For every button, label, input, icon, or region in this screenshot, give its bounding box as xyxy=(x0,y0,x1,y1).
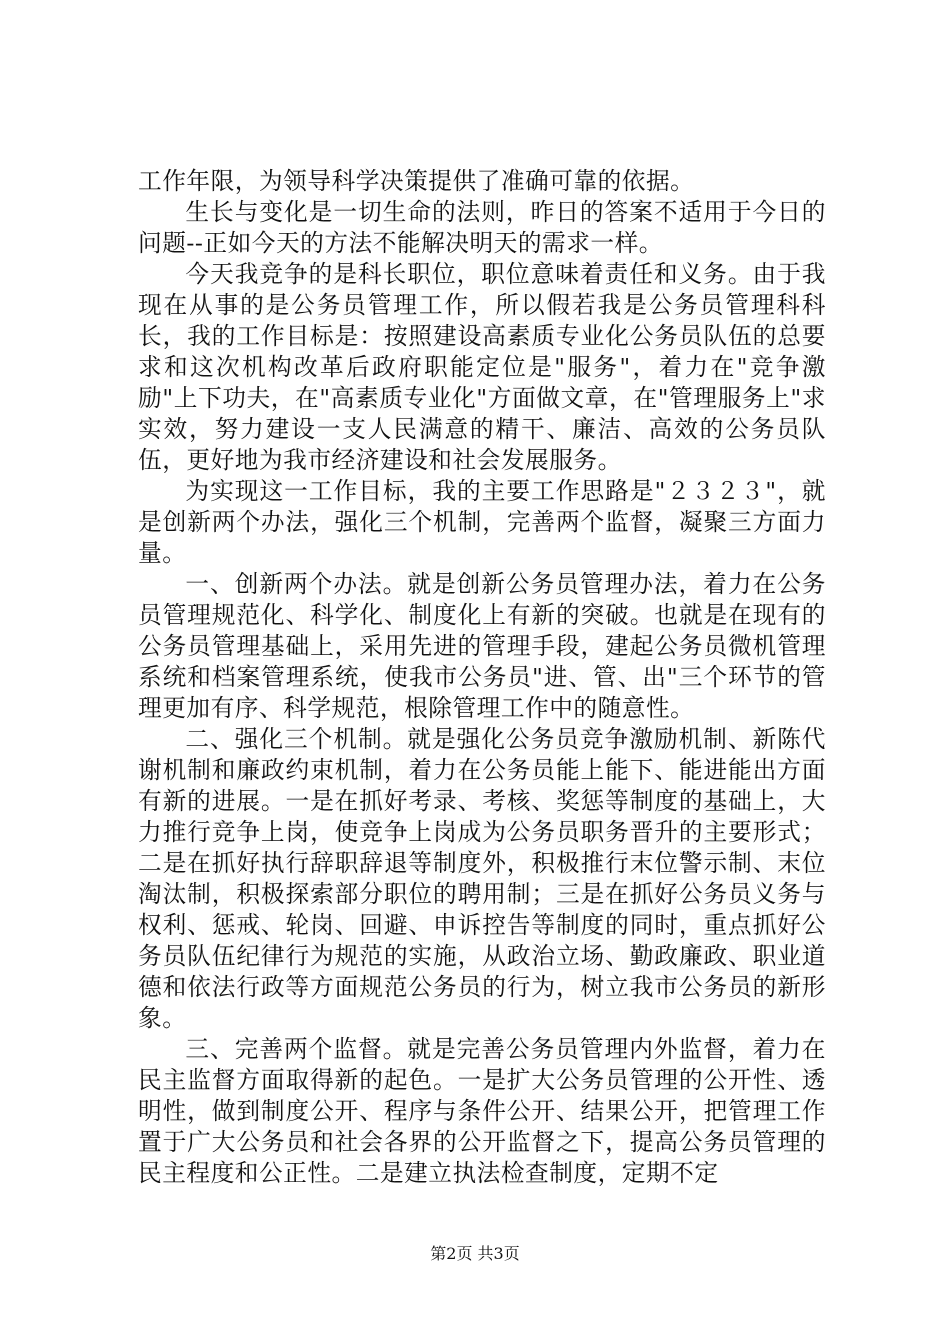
paragraph-6: 二、强化三个机制。就是强化公务员竞争激励机制、新陈代谢机制和廉政约束机制，着力在公务员能上能下、能进能出方面有新的进展。一是在抓好考录、考核、奖惩等制度的基础上，大力推行竞争上岗，使竞争上岗成为公务员职务晋升的主要形式；二是在抓好执行辞职辞退等制度外，积极推行末位警示制、末位淘汰制，积极探索部分职位的聘用制；三是在抓好公务员义务与权利、惩戒、轮岗、回避、申诉控告等制度的同时，重点抓好公务员队伍纪律行为规范的实施，从政治立场、勤政廉政、职业道德和依法行政等方面规范公务员的行为，树立我市公务员的新形象。 xyxy=(138,725,826,1032)
document-body xyxy=(138,166,826,1189)
paragraph-1: 工作年限，为领导科学决策提供了准确可靠的依据。 xyxy=(138,167,695,195)
paragraph-2: 生长与变化是一切生命的法则，昨日的答案不适用于今日的问题--正如今天的方法不能解决明天的需求一样。 xyxy=(138,198,826,257)
paragraph-7: 三、完善两个监督。就是完善公务员管理内外监督，着力在民主监督方面取得新的起色。一是扩大公务员管理的公开性、透明性，做到制度公开、程序与条件公开、结果公开，把管理工作置于广大公务员和社会各界的公开监督之下，提高公务员管理的民主程度和公正性。二是建立执法检查制度，定期不定 xyxy=(138,1035,826,1187)
paragraph-5: 一、创新两个办法。就是创新公务员管理办法，着力在公务员管理规范化、科学化、制度化上有新的突破。也就是在现有的公务员管理基础上，采用先进的管理手段，建起公务员微机管理系统和档案管理系统，使我市公务员"进、管、出"三个环节的管理更加有序、科学规范，根除管理工作中的随意性。 xyxy=(138,570,826,722)
paragraph-4: 为实现这一工作目标，我的主要工作思路是"２３２３"，就是创新两个办法，强化三个机制，完善两个监督，凝聚三方面力量。 xyxy=(138,477,826,567)
paragraph-3: 今天我竞争的是科长职位，职位意味着责任和义务。由于我现在从事的是公务员管理工作，所以假若我是公务员管理科科长，我的工作目标是：按照建设高素质专业化公务员队伍的总要求和这次机构改革后政府职能定位是"服务"，着力在"竞争激励"上下功夫，在"高素质专业化"方面做文章，在"管理服务上"求实效，努力建设一支人民满意的精干、廉洁、高效的公务员队伍，更好地为我市经济建设和社会发展服务。 xyxy=(138,260,826,474)
page-footer xyxy=(0,1241,950,1264)
page-number-label: 第2页 共3页 xyxy=(430,1244,520,1263)
